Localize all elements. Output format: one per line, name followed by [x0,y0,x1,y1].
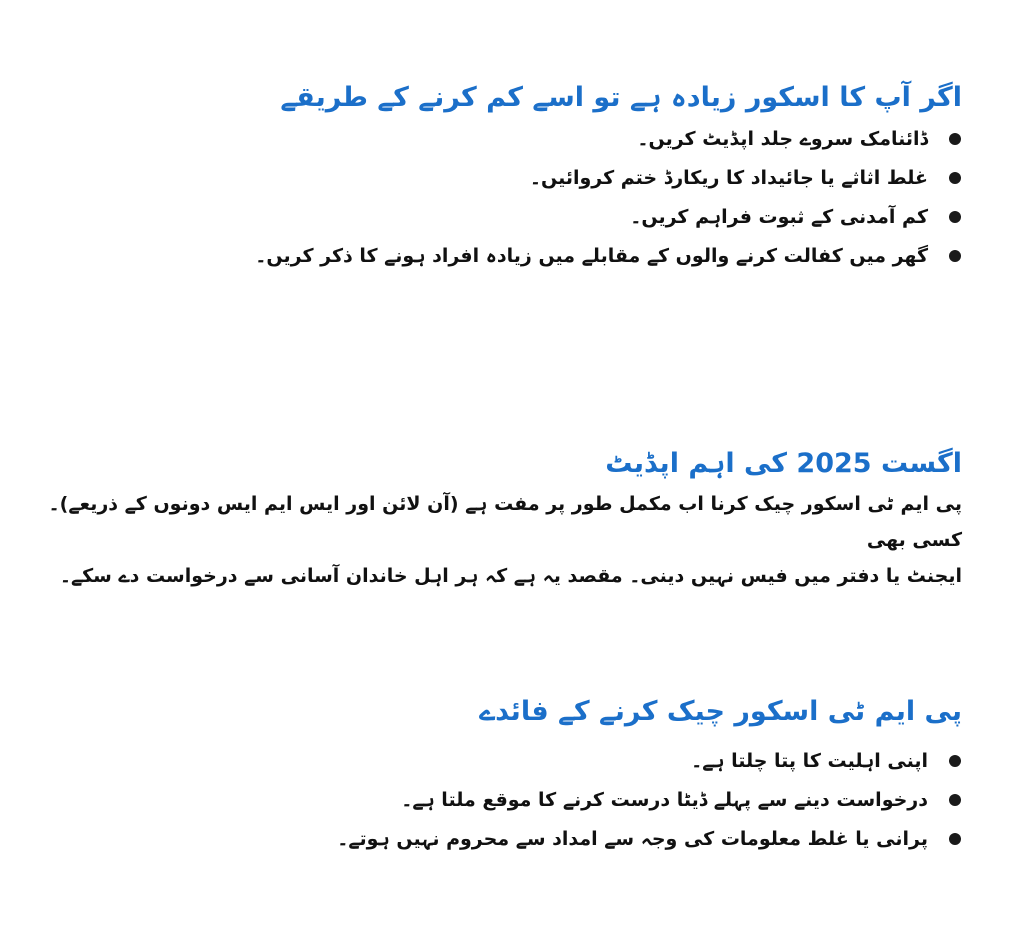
list-item [30,820,962,859]
bullet-icon [949,833,961,845]
bullet-icon [949,211,961,223]
list-item [30,781,962,820]
update-paragraph-line2: ایجنٹ یا دفتر میں فیس نہیں دینی۔ مقصد یہ ہے کہ ہر اہل خاندان آسانی سے درخواست دے سکے۔ [59,565,962,587]
list-item [30,159,962,198]
list-item-text: درخواست دینے سے پہلے ڈیٹا درست کرنے کا موقع ملتا ہے۔ [401,789,928,811]
update-text-end: ہے (آن لائن اور ایس ایم ایس دونوں کے ذریعے)۔ کسی بھی [48,493,962,551]
list-item-text: غلط اثاثے یا جائیداد کا ریکارڈ ختم کروائیں۔ [529,167,928,189]
list-item [30,742,962,781]
benefits-list [30,742,962,859]
section-august-update [30,446,962,594]
update-text-start: پی ایم ٹی اسکور چیک کرنا اب مکمل طور پر [539,493,962,515]
list-item [30,237,962,276]
list-item-text: ڈائنامک سروے جلد اپڈیٹ کریں۔ [637,128,928,150]
bullet-icon [949,172,961,184]
list-item-text: پرانی یا غلط معلومات کی وجہ سے امداد سے محروم نہیں ہوتے۔ [337,828,928,850]
list-item [30,198,962,237]
list-item-text: کم آمدنی کے ثبوت فراہم کریں۔ [630,206,928,228]
reduce-score-list [30,120,962,276]
bullet-icon [949,133,961,145]
section-reduce-score [30,80,962,276]
list-item-text: اپنی اہلیت کا پتا چلتا ہے۔ [691,750,928,772]
section-heading-august-update: اگست 2025 کی اہم اپڈیٹ [605,448,962,479]
list-item-text: گھر میں کفالت کرنے والوں کے مقابلے میں زیادہ افراد ہونے کا ذکر کریں۔ [255,245,928,267]
section-benefits [30,694,962,859]
bullet-icon [949,794,961,806]
update-paragraph [30,486,962,594]
bullet-icon [949,755,961,767]
section-heading-benefits: پی ایم ٹی اسکور چیک کرنے کے فائدے [479,696,962,727]
section-heading-reduce-score: اگر آپ کا اسکور زیادہ ہے تو اسے کم کرنے کے طریقے [280,82,962,113]
bullet-icon [949,250,961,262]
free-emphasis: مفت [494,493,540,515]
list-item [30,120,962,159]
update-paragraph-line1 [49,493,962,551]
